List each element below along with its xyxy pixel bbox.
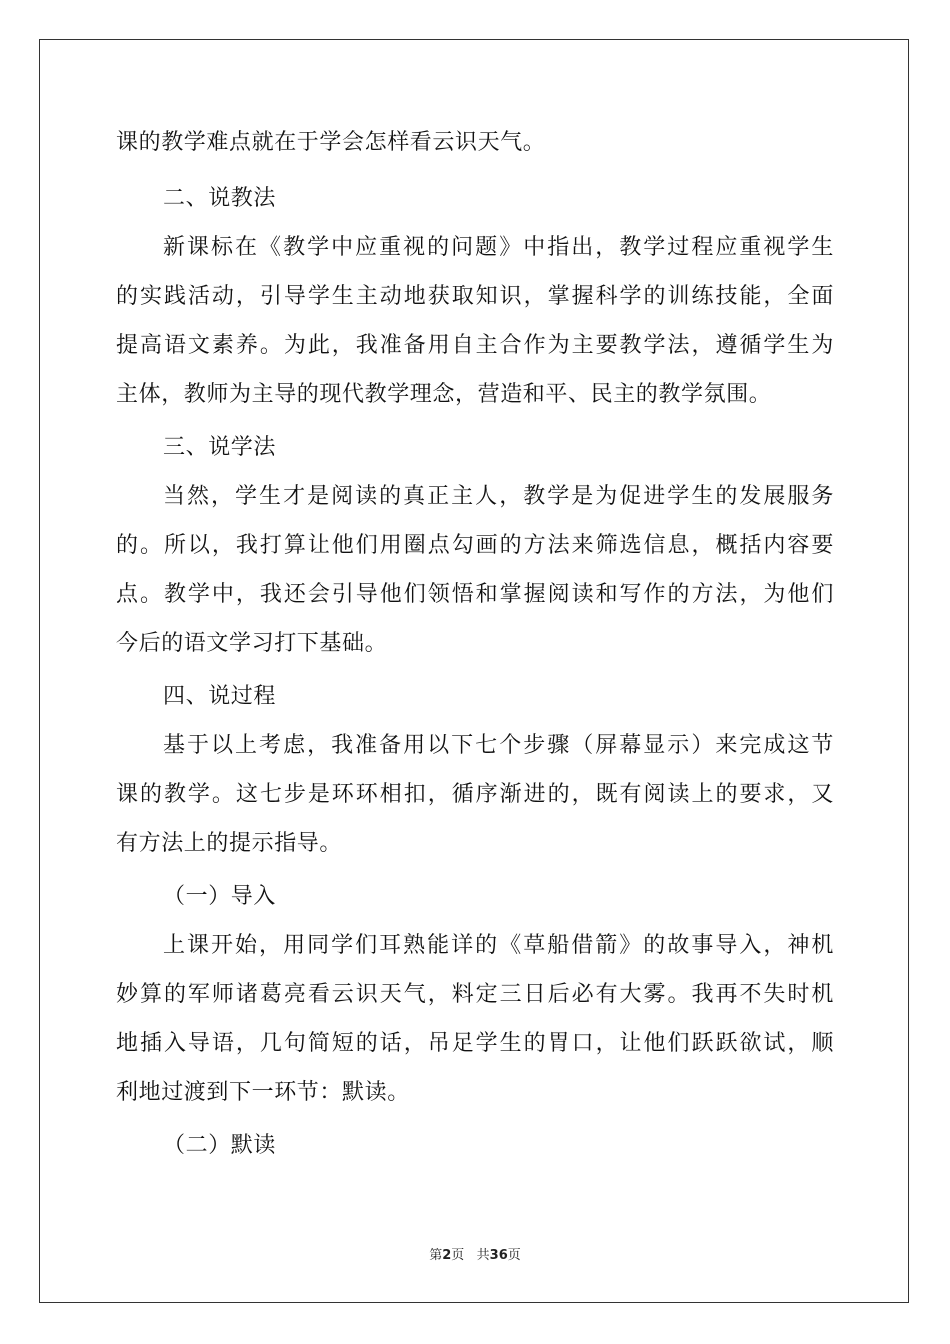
- section-heading-process: 四、说过程: [163, 684, 277, 709]
- text-line: 课的教学难点就在于学会怎样看云识天气。: [116, 130, 546, 155]
- footer-prefix: 第: [429, 1248, 443, 1263]
- text-line: 课的教学。这七步是环环相扣，循序渐进的，既有阅读上的要求，又: [116, 782, 834, 807]
- text-line: 有方法上的提示指导。: [116, 831, 343, 856]
- text-line: 提高语文素养。为此，我准备用自主合作为主要教学法，遵循学生为: [116, 333, 834, 358]
- page-border: [39, 39, 909, 1303]
- footer-suffix: 页: [507, 1248, 521, 1263]
- text-line: 的。所以，我打算让他们用圈点勾画的方法来筛选信息，概括内容要: [116, 533, 834, 558]
- subsection-heading-silent-reading: （二）默读: [163, 1133, 277, 1158]
- text-line: 基于以上考虑，我准备用以下七个步骤（屏幕显示）来完成这节: [163, 733, 834, 758]
- section-heading-teaching-method: 二、说教法: [163, 186, 277, 211]
- text-line: 当然，学生才是阅读的真正主人，教学是为促进学生的发展服务: [163, 484, 834, 509]
- current-page-number: 2: [442, 1248, 452, 1263]
- text-line: 新课标在《教学中应重视的问题》中指出，教学过程应重视学生: [163, 235, 834, 260]
- text-line: 的实践活动，引导学生主动地获取知识，掌握科学的训练技能，全面: [116, 284, 834, 309]
- text-line: 妙算的军师诸葛亮看云识天气，料定三日后必有大雾。我再不失时机: [116, 982, 834, 1007]
- footer-middle: 页 共: [451, 1248, 490, 1263]
- text-line: 上课开始，用同学们耳熟能详的《草船借箭》的故事导入，神机: [163, 933, 834, 958]
- text-line: 今后的语文学习打下基础。: [116, 631, 388, 656]
- section-heading-learning-method: 三、说学法: [163, 435, 277, 460]
- text-line: 地插入导语，几句简短的话，吊足学生的胃口，让他们跃跃欲试，顺: [116, 1031, 834, 1056]
- page-footer: [0, 1244, 950, 1263]
- text-line: 主体，教师为主导的现代教学理念，营造和平、民主的教学氛围。: [116, 382, 772, 407]
- subsection-heading-introduction: （一）导入: [163, 884, 277, 909]
- text-line: 点。教学中，我还会引导他们领悟和掌握阅读和写作的方法，为他们: [116, 582, 834, 607]
- text-line: 利地过渡到下一环节：默读。: [116, 1080, 410, 1105]
- total-pages-number: 36: [489, 1248, 508, 1263]
